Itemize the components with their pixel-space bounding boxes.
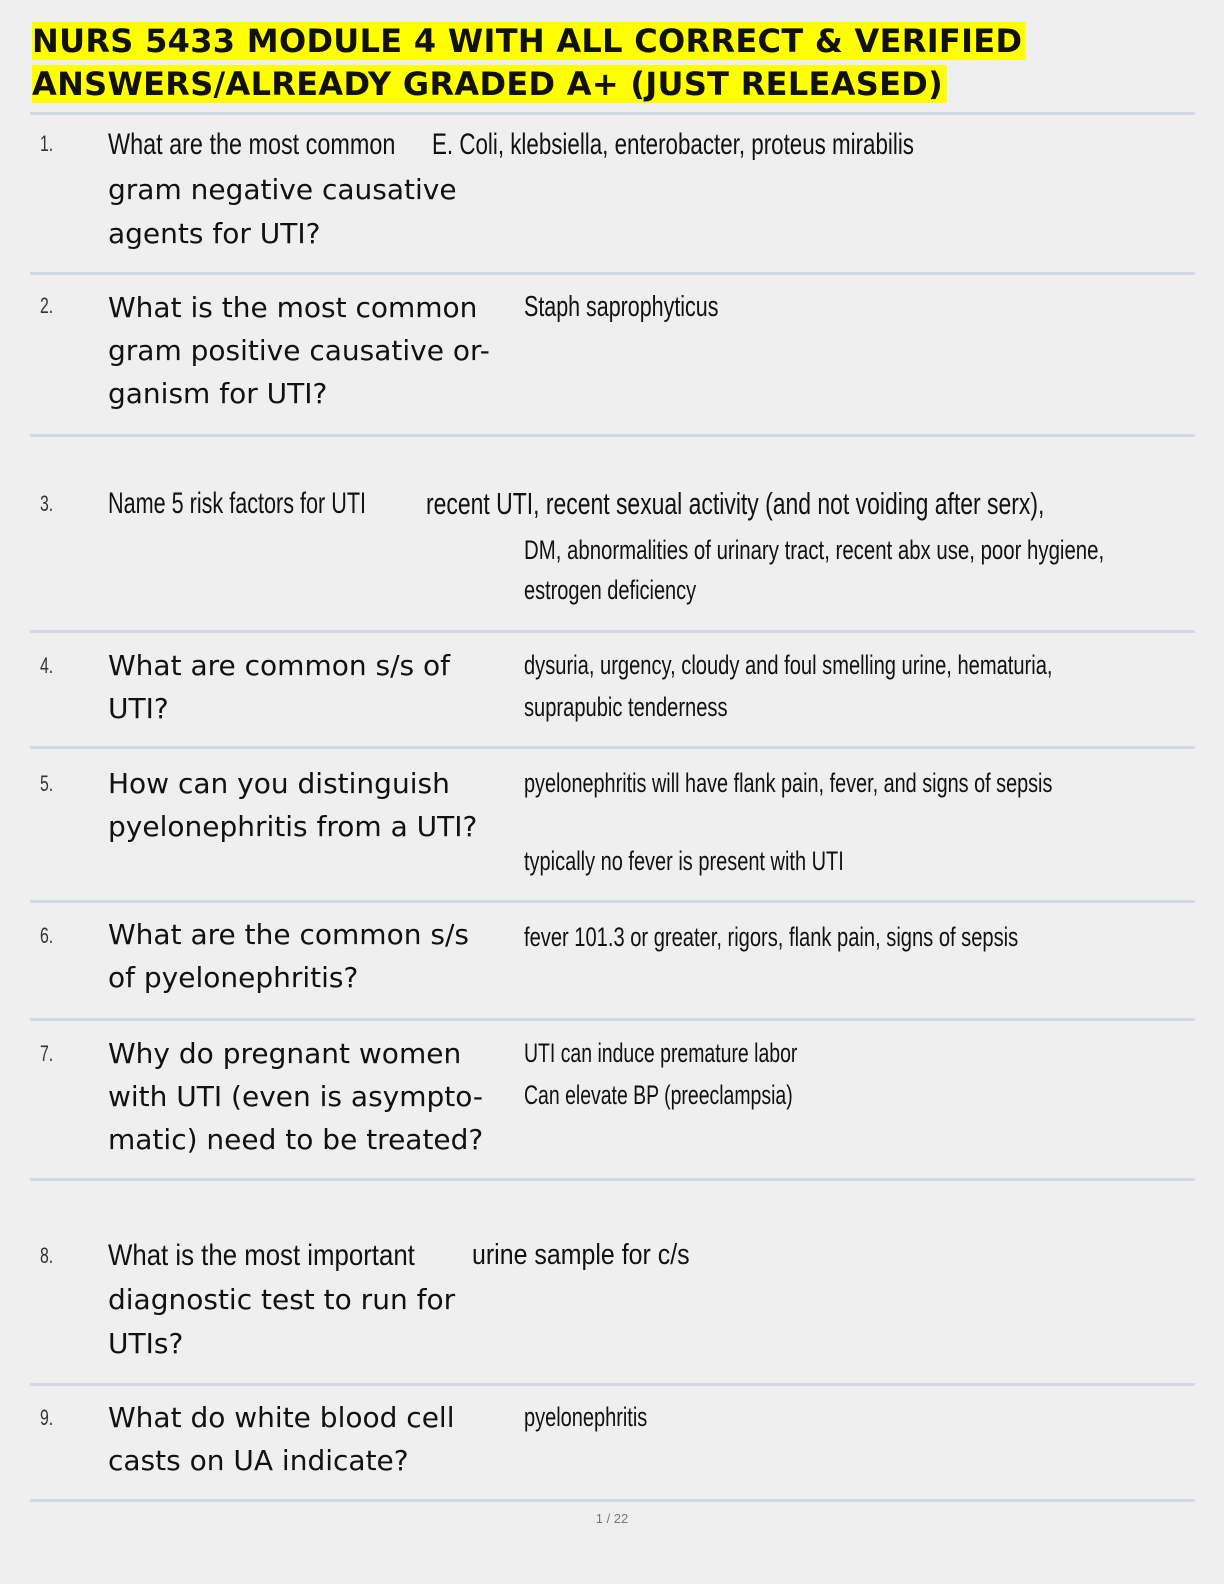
divider xyxy=(30,1018,1195,1021)
card-question: Why do pregnant women with UTI (even is asympto- matic) need to be treated? xyxy=(108,1037,484,1156)
card-question: gram negative causative agents for UTI? xyxy=(108,173,457,250)
card-answer: UTI can induce premature labor Can elevate BP (preeclampsia) xyxy=(524,1038,798,1110)
divider xyxy=(30,1499,1195,1502)
card-number: 4. xyxy=(40,653,54,678)
card-answer: Staph saprophyticus xyxy=(524,291,719,323)
card-question: Name 5 risk factors for UTI xyxy=(108,487,367,520)
divider xyxy=(30,112,1195,115)
divider xyxy=(30,900,1195,903)
card-number: 2. xyxy=(40,293,54,318)
page-indicator: 1 / 22 xyxy=(595,1511,629,1526)
card-question: What are the common s/s of pyelonephritis? xyxy=(108,918,469,994)
card-number: 7. xyxy=(40,1041,54,1066)
card-answer-line-1: pyelonephritis will have flank pain, fever, and signs of sepsis xyxy=(524,768,1053,798)
document-title xyxy=(32,20,1152,106)
title-line-2: ANSWERS/ALREADY GRADED A+ (JUST RELEASED) xyxy=(32,65,947,103)
card-answer: fever 101.3 or greater, rigors, flank pain, signs of sepsis xyxy=(524,922,1019,952)
card-answer: pyelonephritis xyxy=(524,1402,648,1432)
card-number: 1. xyxy=(40,131,54,156)
title-line-1: NURS 5433 MODULE 4 WITH ALL CORRECT & VERIFIED xyxy=(32,22,1026,60)
divider xyxy=(30,272,1195,275)
card-question: What is the most common gram positive causative or- ganism for UTI? xyxy=(108,291,490,410)
card-answer-line-1: recent UTI, recent sexual activity (and not voiding after serx), xyxy=(426,486,1045,521)
card-answer: dysuria, urgency, cloudy and foul smelling urine, hematuria, suprapubic tenderness xyxy=(524,650,1053,722)
card-number: 3. xyxy=(40,491,54,516)
card-number: 8. xyxy=(40,1243,54,1268)
card-answer: urine sample for c/s xyxy=(472,1239,690,1271)
divider xyxy=(30,1383,1195,1386)
card-answer-line-2: typically no fever is present with UTI xyxy=(524,846,844,876)
card-answer: E. Coli, klebsiella, enterobacter, proteus mirabilis xyxy=(432,128,914,161)
divider xyxy=(30,746,1195,749)
card-answer-line-2: DM, abnormalities of urinary tract, recent abx use, poor hygiene, xyxy=(524,535,1105,565)
card-number: 6. xyxy=(40,923,54,948)
card-number: 5. xyxy=(40,771,54,796)
card-question: How can you distinguish pyelonephritis from a UTI? xyxy=(108,767,478,843)
card-question: What do white blood cell casts on UA indicate? xyxy=(108,1401,455,1477)
card-answer-line-3: estrogen deficiency xyxy=(524,575,697,605)
divider xyxy=(30,434,1195,437)
card-question: What are common s/s of UTI? xyxy=(108,649,451,725)
card-number: 9. xyxy=(40,1405,54,1430)
card-question: What is the most important diagnostic test to run for UTIs? xyxy=(108,1239,456,1360)
divider xyxy=(30,630,1195,633)
card-question-first-line: What are the most common xyxy=(108,128,396,161)
divider xyxy=(30,1178,1195,1181)
